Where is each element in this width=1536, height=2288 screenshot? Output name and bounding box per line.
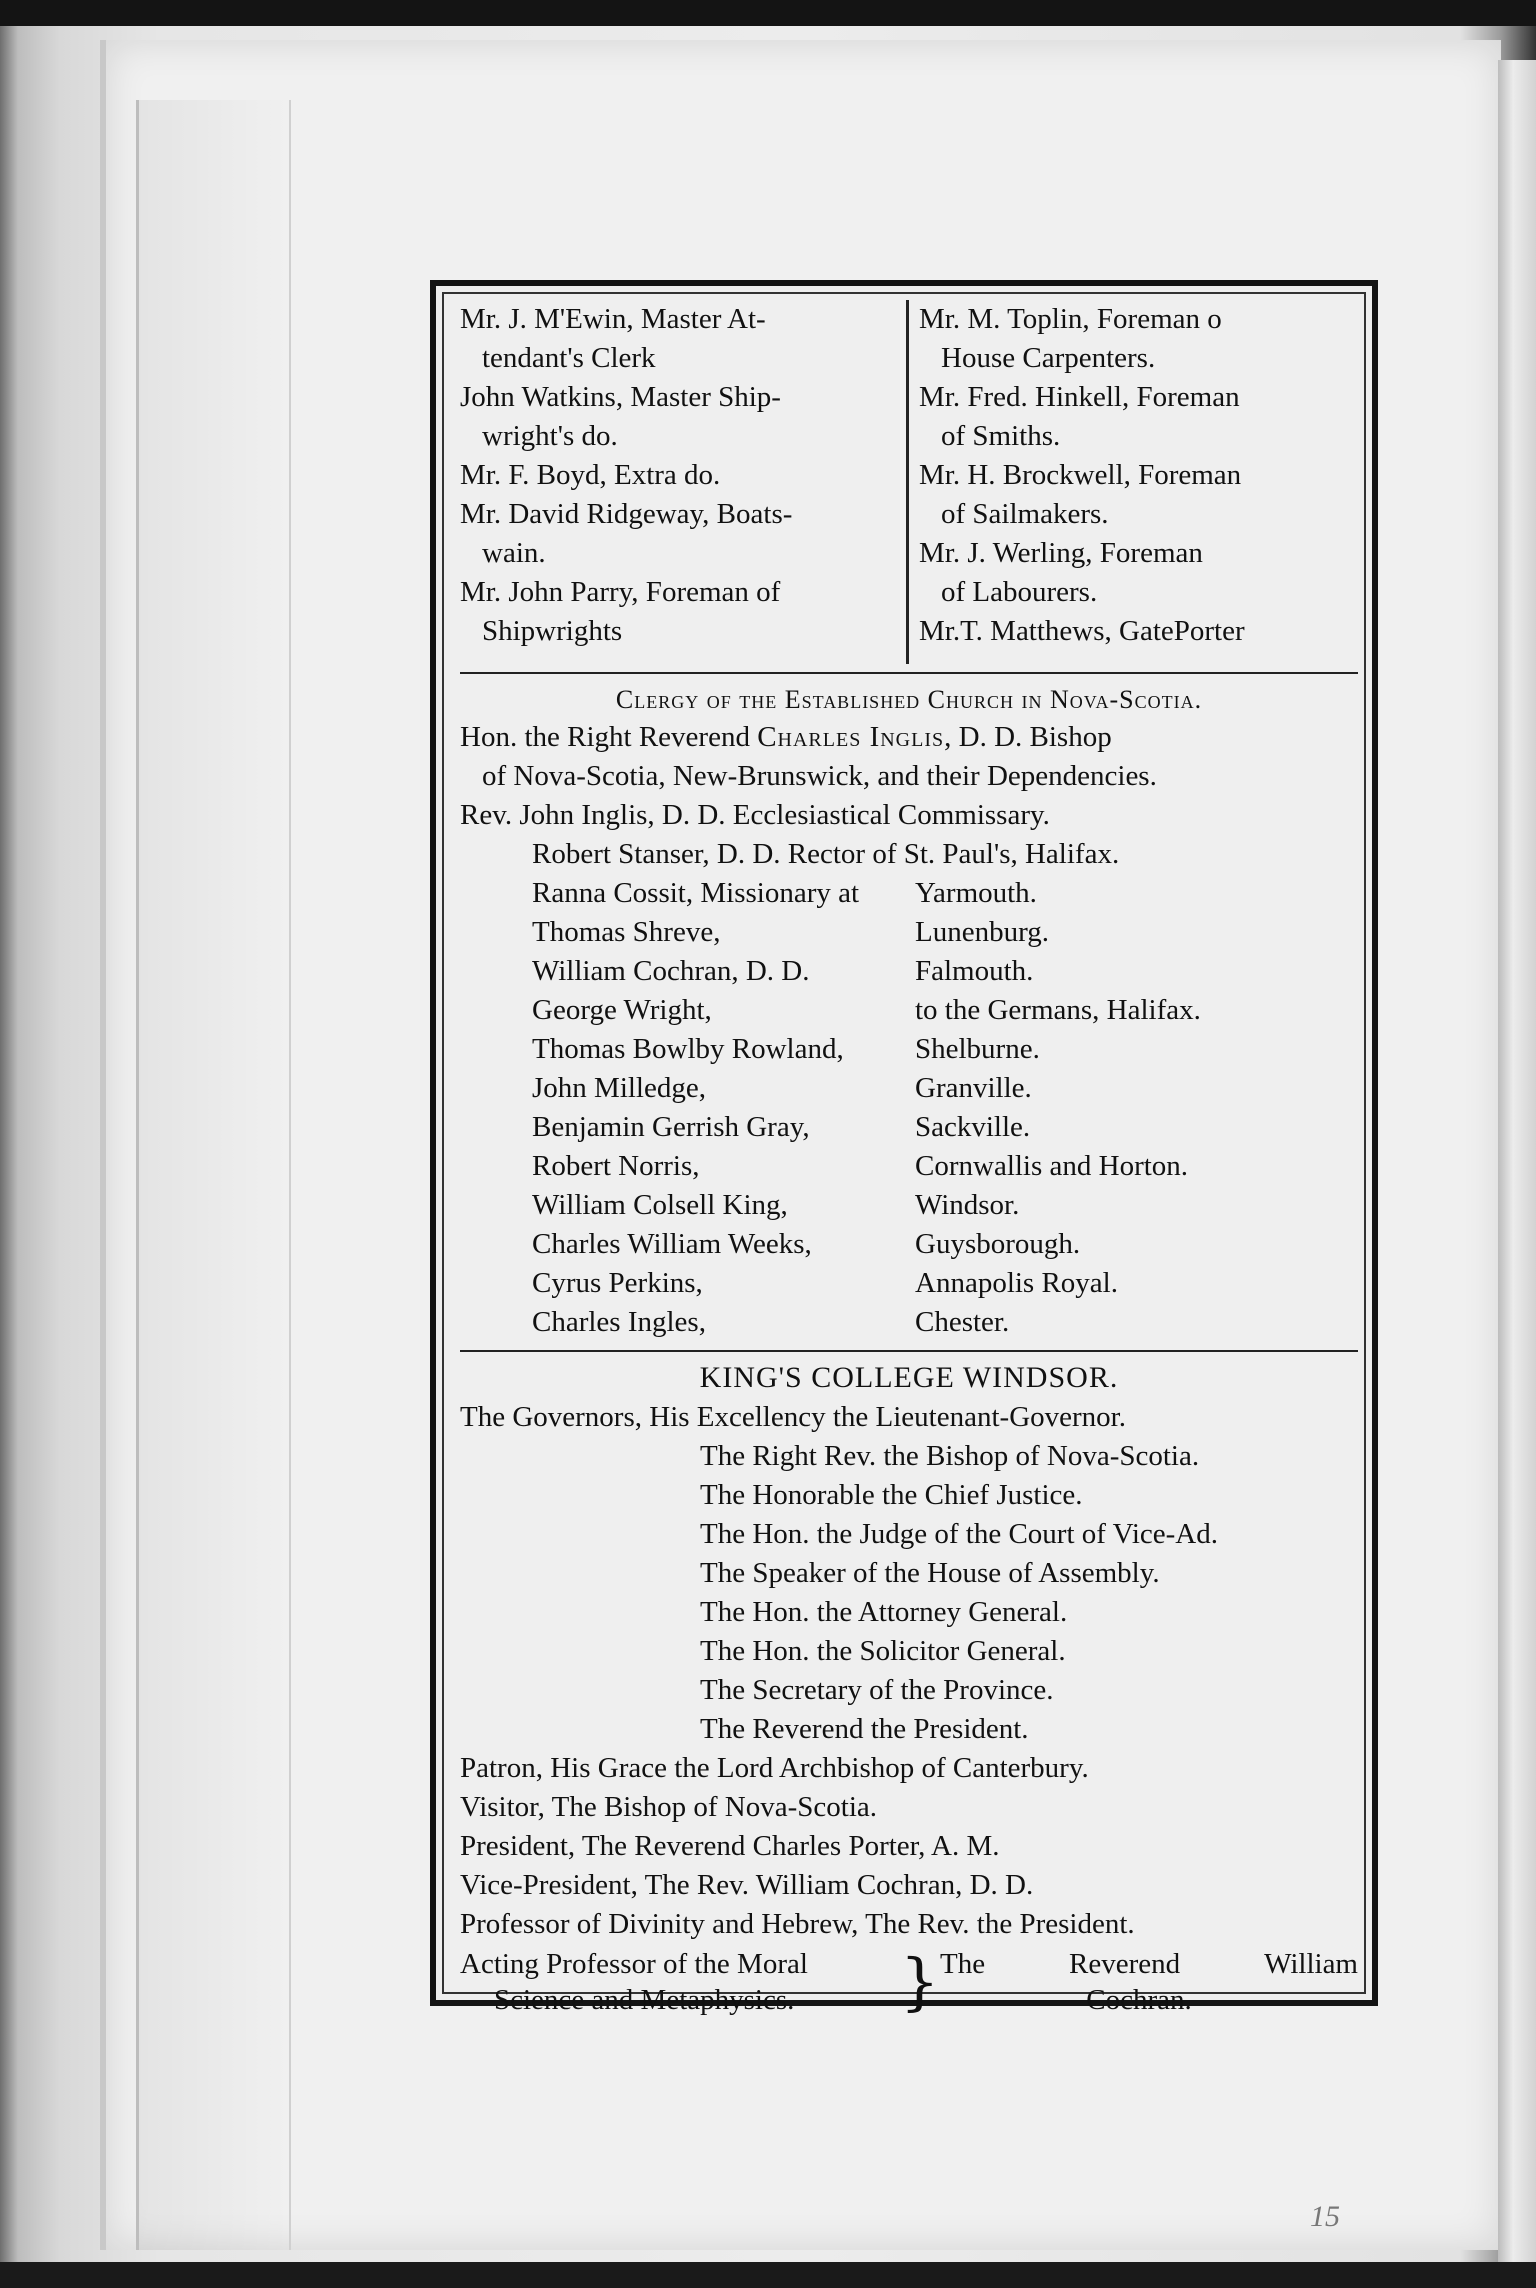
missionary-name: William Cochran, D. D. [532,955,810,987]
clergy-section-title: Clergy of the Established Church in Nova-Scotia. [615,685,1203,714]
governors-line: The Governors, His Excellency the Lieutenant-Governor. [460,1401,1126,1433]
college-officer-line: Professor of Divinity and Hebrew, The Rev. the President. [460,1908,1135,1940]
staff-entry: Mr. David Ridgeway, Boats- wain. [460,498,793,569]
missionary-place: Yarmouth. [915,877,1037,909]
missionary-row [460,1264,1358,1303]
missionary-name: Charles Ingles, [532,1306,706,1338]
governor-item: The Hon. the Attorney General. [700,1596,1068,1628]
staff-entry: Mr. H. Brockwell, Foreman of Sailmakers. [919,459,1242,530]
staff-left-column [460,300,909,664]
missionary-row [460,952,1358,991]
missionary-name: Ranna Cossit, Missionary at [532,877,860,909]
missionary-name: George Wright, [532,994,712,1026]
missionary-row [460,1147,1358,1186]
missionary-row [460,991,1358,1030]
missionary-place: to the Germans, Halifax. [915,994,1201,1026]
scan-bottom-edge [0,2262,1536,2288]
missionary-place: Granville. [915,1072,1032,1104]
missionary-place: Guysborough. [915,1228,1081,1260]
governor-item: The Right Rev. the Bishop of Nova-Scotia. [700,1440,1200,1472]
missionary-name: Charles William Weeks, [532,1228,812,1260]
missionary-list [460,874,1358,1342]
missionary-place: Chester. [915,1306,1010,1338]
governor-item: The Hon. the Solicitor General. [700,1635,1066,1667]
governor-item: The Reverend the President. [700,1713,1029,1745]
page-number: 15 [1310,2200,1340,2233]
governors-list [460,1437,1358,1749]
missionary-place: Annapolis Royal. [915,1267,1118,1299]
missionary-place: Shelburne. [915,1033,1040,1065]
missionary-name: Cyrus Perkins, [532,1267,703,1299]
governor-item: The Speaker of the House of Assembly. [700,1557,1160,1589]
staff-entry: Mr. F. Boyd, Extra do. [460,459,721,491]
acting-professor-title: Acting Professor of the Moral Science and Metaphysics. [460,1948,808,2016]
missionary-row [460,874,1358,913]
missionary-row [460,1225,1358,1264]
scan-top-edge [0,0,1536,26]
printed-table-frame [430,280,1378,2018]
college-officer-line: Patron, His Grace the Lord Archbishop of Canterbury. [460,1752,1089,1784]
college-officer-line: President, The Reverend Charles Porter, A. M. [460,1830,1000,1862]
college-officer-line: Visitor, The Bishop of Nova-Scotia. [460,1791,878,1823]
staff-right-column [909,300,1358,664]
staff-entry: Mr. J. M'Ewin, Master At- tendant's Clerk [460,303,766,374]
missionary-place: Sackville. [915,1111,1031,1143]
governor-item: The Hon. the Judge of the Court of Vice-Ad. [700,1518,1218,1550]
page-stack-edge [136,100,291,2250]
college-section-title: KING'S COLLEGE WINDSOR. [699,1361,1119,1394]
missionary-name: William Colsell King, [532,1189,788,1221]
brace-symbol: } [900,1945,940,2018]
missionary-name: John Milledge, [532,1072,706,1104]
staff-entry: Mr. J. Werling, Foreman of Labourers. [919,537,1203,608]
missionary-row [460,1303,1358,1342]
staff-entry: Mr. John Parry, Foreman of Shipwrights [460,576,781,647]
bishop-line-continued: of Nova-Scotia, New-Brunswick, and their Dependencies. [482,760,1157,792]
governor-item: The Honorable the Chief Justice. [700,1479,1083,1511]
college-officers-list [460,1749,1358,1944]
staff-entry: Mr. Fred. Hinkell, Foreman of Smiths. [919,381,1240,452]
missionary-place: Falmouth. [915,955,1034,987]
section-rule [460,1350,1358,1352]
missionary-row [460,1030,1358,1069]
frame-content [460,300,1358,2018]
missionary-row [460,1069,1358,1108]
missionary-name: Thomas Bowlby Rowland, [532,1033,844,1065]
section-rule [460,672,1358,674]
staff-entry: Mr. M. Toplin, Foreman o House Carpenters. [919,303,1222,374]
bishop-line: Hon. the Right Reverend Charles Inglis, D. D. Bishop [460,721,1112,753]
missionary-row [460,913,1358,952]
acting-professor-entry [460,1946,1358,2018]
missionary-place: Lunenburg. [915,916,1049,948]
governor-item: The Secretary of the Province. [700,1674,1054,1706]
staff-entry: Mr.T. Matthews, GatePorter [919,615,1245,647]
missionary-place: Cornwallis and Horton. [915,1150,1189,1182]
missionary-name: Benjamin Gerrish Gray, [532,1111,810,1143]
college-officer-line: Vice-President, The Rev. William Cochran, D. D. [460,1869,1034,1901]
staff-entry: John Watkins, Master Ship- wright's do. [460,381,781,452]
missionary-name: Thomas Shreve, [532,916,721,948]
missionary-row [460,1186,1358,1225]
missionary-place: Windsor. [915,1189,1020,1221]
facing-page-edge [1498,60,1536,2288]
commissary-line: Rev. John Inglis, D. D. Ecclesiastical Commissary. [460,799,1050,831]
missionary-row [460,1108,1358,1147]
missionary-name: Robert Norris, [532,1150,700,1182]
acting-professor-name: The Reverend William Cochran. [940,1948,1358,2016]
rector-line: Robert Stanser, D. D. Rector of St. Paul's, Halifax. [532,838,1120,870]
dockyard-staff-block [460,300,1358,664]
